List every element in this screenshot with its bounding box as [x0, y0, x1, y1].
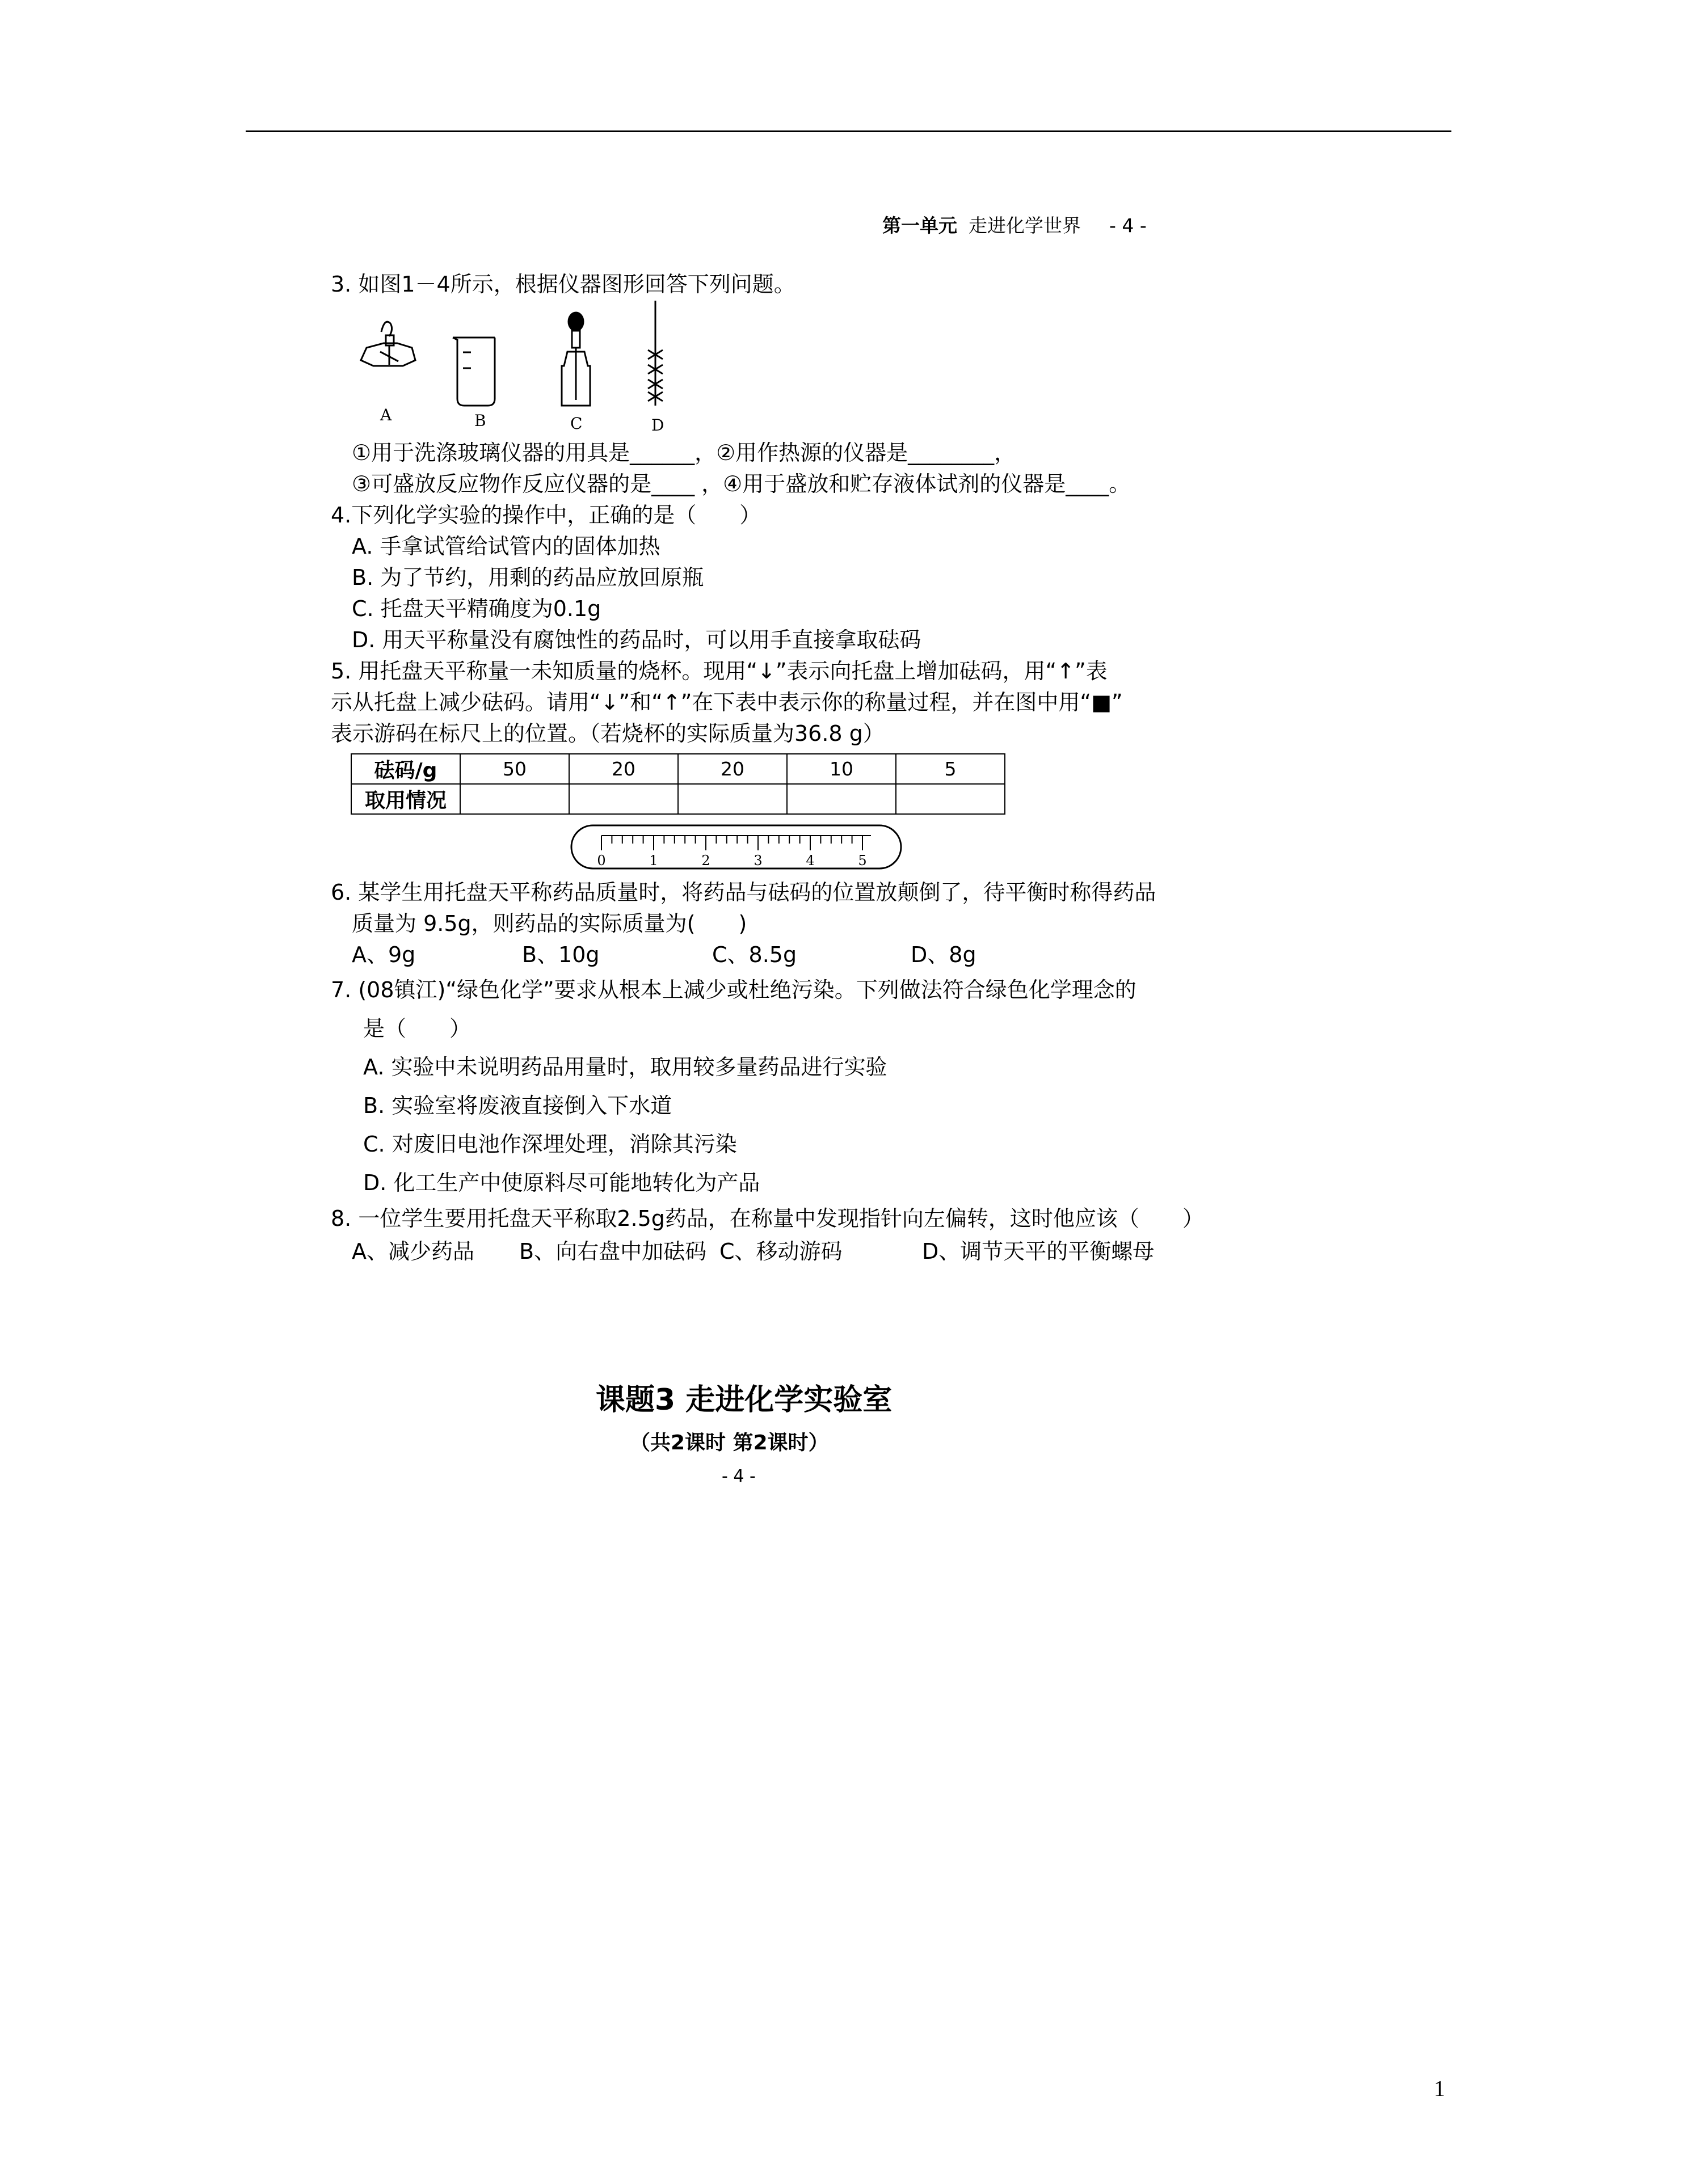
- ruler-tick-label: 1: [649, 853, 658, 868]
- apparatus-drawing: [352, 298, 704, 437]
- weight-cell: 20: [569, 754, 678, 784]
- q7-option-a: A. 实验中未说明药品用量时，取用较多量药品进行实验: [363, 1055, 887, 1080]
- q7-option-c: C. 对废旧电池作深埋处理，消除其污染: [363, 1132, 737, 1157]
- alcohol-lamp-icon: [361, 322, 415, 366]
- q4-stem: 4.下列化学实验的操作中，正确的是（ ）: [331, 503, 761, 528]
- header-unit: 第一单元: [882, 214, 957, 237]
- weight-cell: 50: [460, 754, 569, 784]
- q7-line-1: 7. (08镇江)“绿色化学”要求从根本上减少或杜绝污染。下列做法符合绿色化学理念的: [331, 977, 1136, 1002]
- ruler-tick-label: 5: [858, 853, 867, 868]
- q5-line-1: 5. 用托盘天平称量一未知质量的烧杯。现用“↓”表示向托盘上增加砝码，用“↑”表: [331, 659, 1108, 684]
- section-subtitle: （共2课时 第2课时）: [630, 1431, 829, 1454]
- usage-cell[interactable]: [678, 784, 787, 814]
- q5-line-2: 示从托盘上减少砝码。请用“↓”和“↑”在下表中表示你的称量过程，并在图中用“■”: [331, 690, 1123, 715]
- section-page: - 4 -: [722, 1466, 756, 1486]
- weights-table: [351, 753, 1005, 815]
- q3-apparatus-figure: [352, 298, 704, 437]
- weights-header: 砝码/g: [351, 754, 460, 784]
- q7-line-2: 是（ ）: [363, 1016, 472, 1041]
- usage-cell[interactable]: [896, 784, 1005, 814]
- ruler-tick-label: 0: [597, 853, 606, 868]
- q6-line-2: 质量为 9.5g，则药品的实际质量为( ): [352, 911, 747, 936]
- header-title: 走进化学世界: [969, 214, 1081, 237]
- header-page: - 4 -: [1109, 214, 1147, 237]
- usage-cell[interactable]: [460, 784, 569, 814]
- label-a: A: [380, 406, 392, 424]
- q6-option-d: D、8g: [911, 942, 976, 967]
- q8-option-d: D、调节天平的平衡螺母: [922, 1239, 1155, 1264]
- q6-option-b: B、10g: [522, 942, 600, 967]
- q3-line-1: ①用于洗涤玻璃仪器的用具是______，②用作热源的仪器是________，: [352, 440, 1016, 465]
- test-tube-brush-icon: [648, 301, 663, 406]
- q4-option-d: D. 用天平称量没有腐蚀性的药品时，可以用手直接拿取砝码: [352, 627, 921, 652]
- q8-line-1: 8. 一位学生要用托盘天平称取2.5g药品，在称量中发现指针向左偏转，这时他应该（ ）: [331, 1206, 1204, 1231]
- weight-cell: 5: [896, 754, 1005, 784]
- weights-row: [351, 754, 1005, 784]
- balance-scale-ruler: [570, 824, 902, 870]
- q8-option-b: B、向右盘中加砝码: [519, 1239, 707, 1264]
- label-c: C: [570, 414, 583, 433]
- q3-line-2: ③可盛放反应物作反应仪器的是____ ，④用于盛放和贮存液体试剂的仪器是____。: [352, 471, 1131, 496]
- usage-header: 取用情况: [351, 784, 460, 814]
- q4-option-b: B. 为了节约，用剩的药品应放回原瓶: [352, 565, 704, 590]
- q6-option-c: C、8.5g: [712, 942, 797, 967]
- q5-line-3: 表示游码在标尺上的位置。（若烧杯的实际质量为36.8 g）: [331, 721, 885, 746]
- ruler-drawing: [570, 824, 902, 870]
- section-title: 课题3 走进化学实验室: [596, 1383, 893, 1417]
- ruler-outline: [571, 825, 901, 868]
- ruler-tick-label: 2: [701, 853, 710, 868]
- q7-option-d: D. 化工生产中使原料尽可能地转化为产品: [363, 1170, 760, 1195]
- page-header: [882, 211, 1147, 238]
- q4-option-c: C. 托盘天平精确度为0.1g: [352, 596, 601, 621]
- ruler-tick-label: 3: [754, 853, 763, 868]
- top-rule: [246, 130, 1451, 132]
- usage-cell[interactable]: [569, 784, 678, 814]
- q3-stem: 3. 如图1－4所示，根据仪器图形回答下列问题。: [331, 272, 795, 297]
- ruler-tick-label: 4: [806, 853, 815, 868]
- page-number: 1: [1434, 2076, 1445, 2101]
- label-d: D: [651, 416, 664, 435]
- dropper-bottle-icon: [562, 313, 590, 406]
- q6-line-1: 6. 某学生用托盘天平称药品质量时，将药品与砝码的位置放颠倒了，待平衡时称得药品: [331, 880, 1156, 905]
- q6-option-a: A、9g: [352, 942, 416, 967]
- q8-option-a: A、减少药品: [352, 1239, 474, 1264]
- usage-cell[interactable]: [787, 784, 896, 814]
- beaker-icon: [453, 338, 495, 406]
- weight-cell: 20: [678, 754, 787, 784]
- q4-option-a: A. 手拿试管给试管内的固体加热: [352, 534, 660, 559]
- q7-option-b: B. 实验室将废液直接倒入下水道: [363, 1093, 672, 1118]
- usage-row: [351, 784, 1005, 814]
- label-b: B: [474, 411, 486, 430]
- weight-cell: 10: [787, 754, 896, 784]
- q8-option-c: C、移动游码: [719, 1239, 843, 1264]
